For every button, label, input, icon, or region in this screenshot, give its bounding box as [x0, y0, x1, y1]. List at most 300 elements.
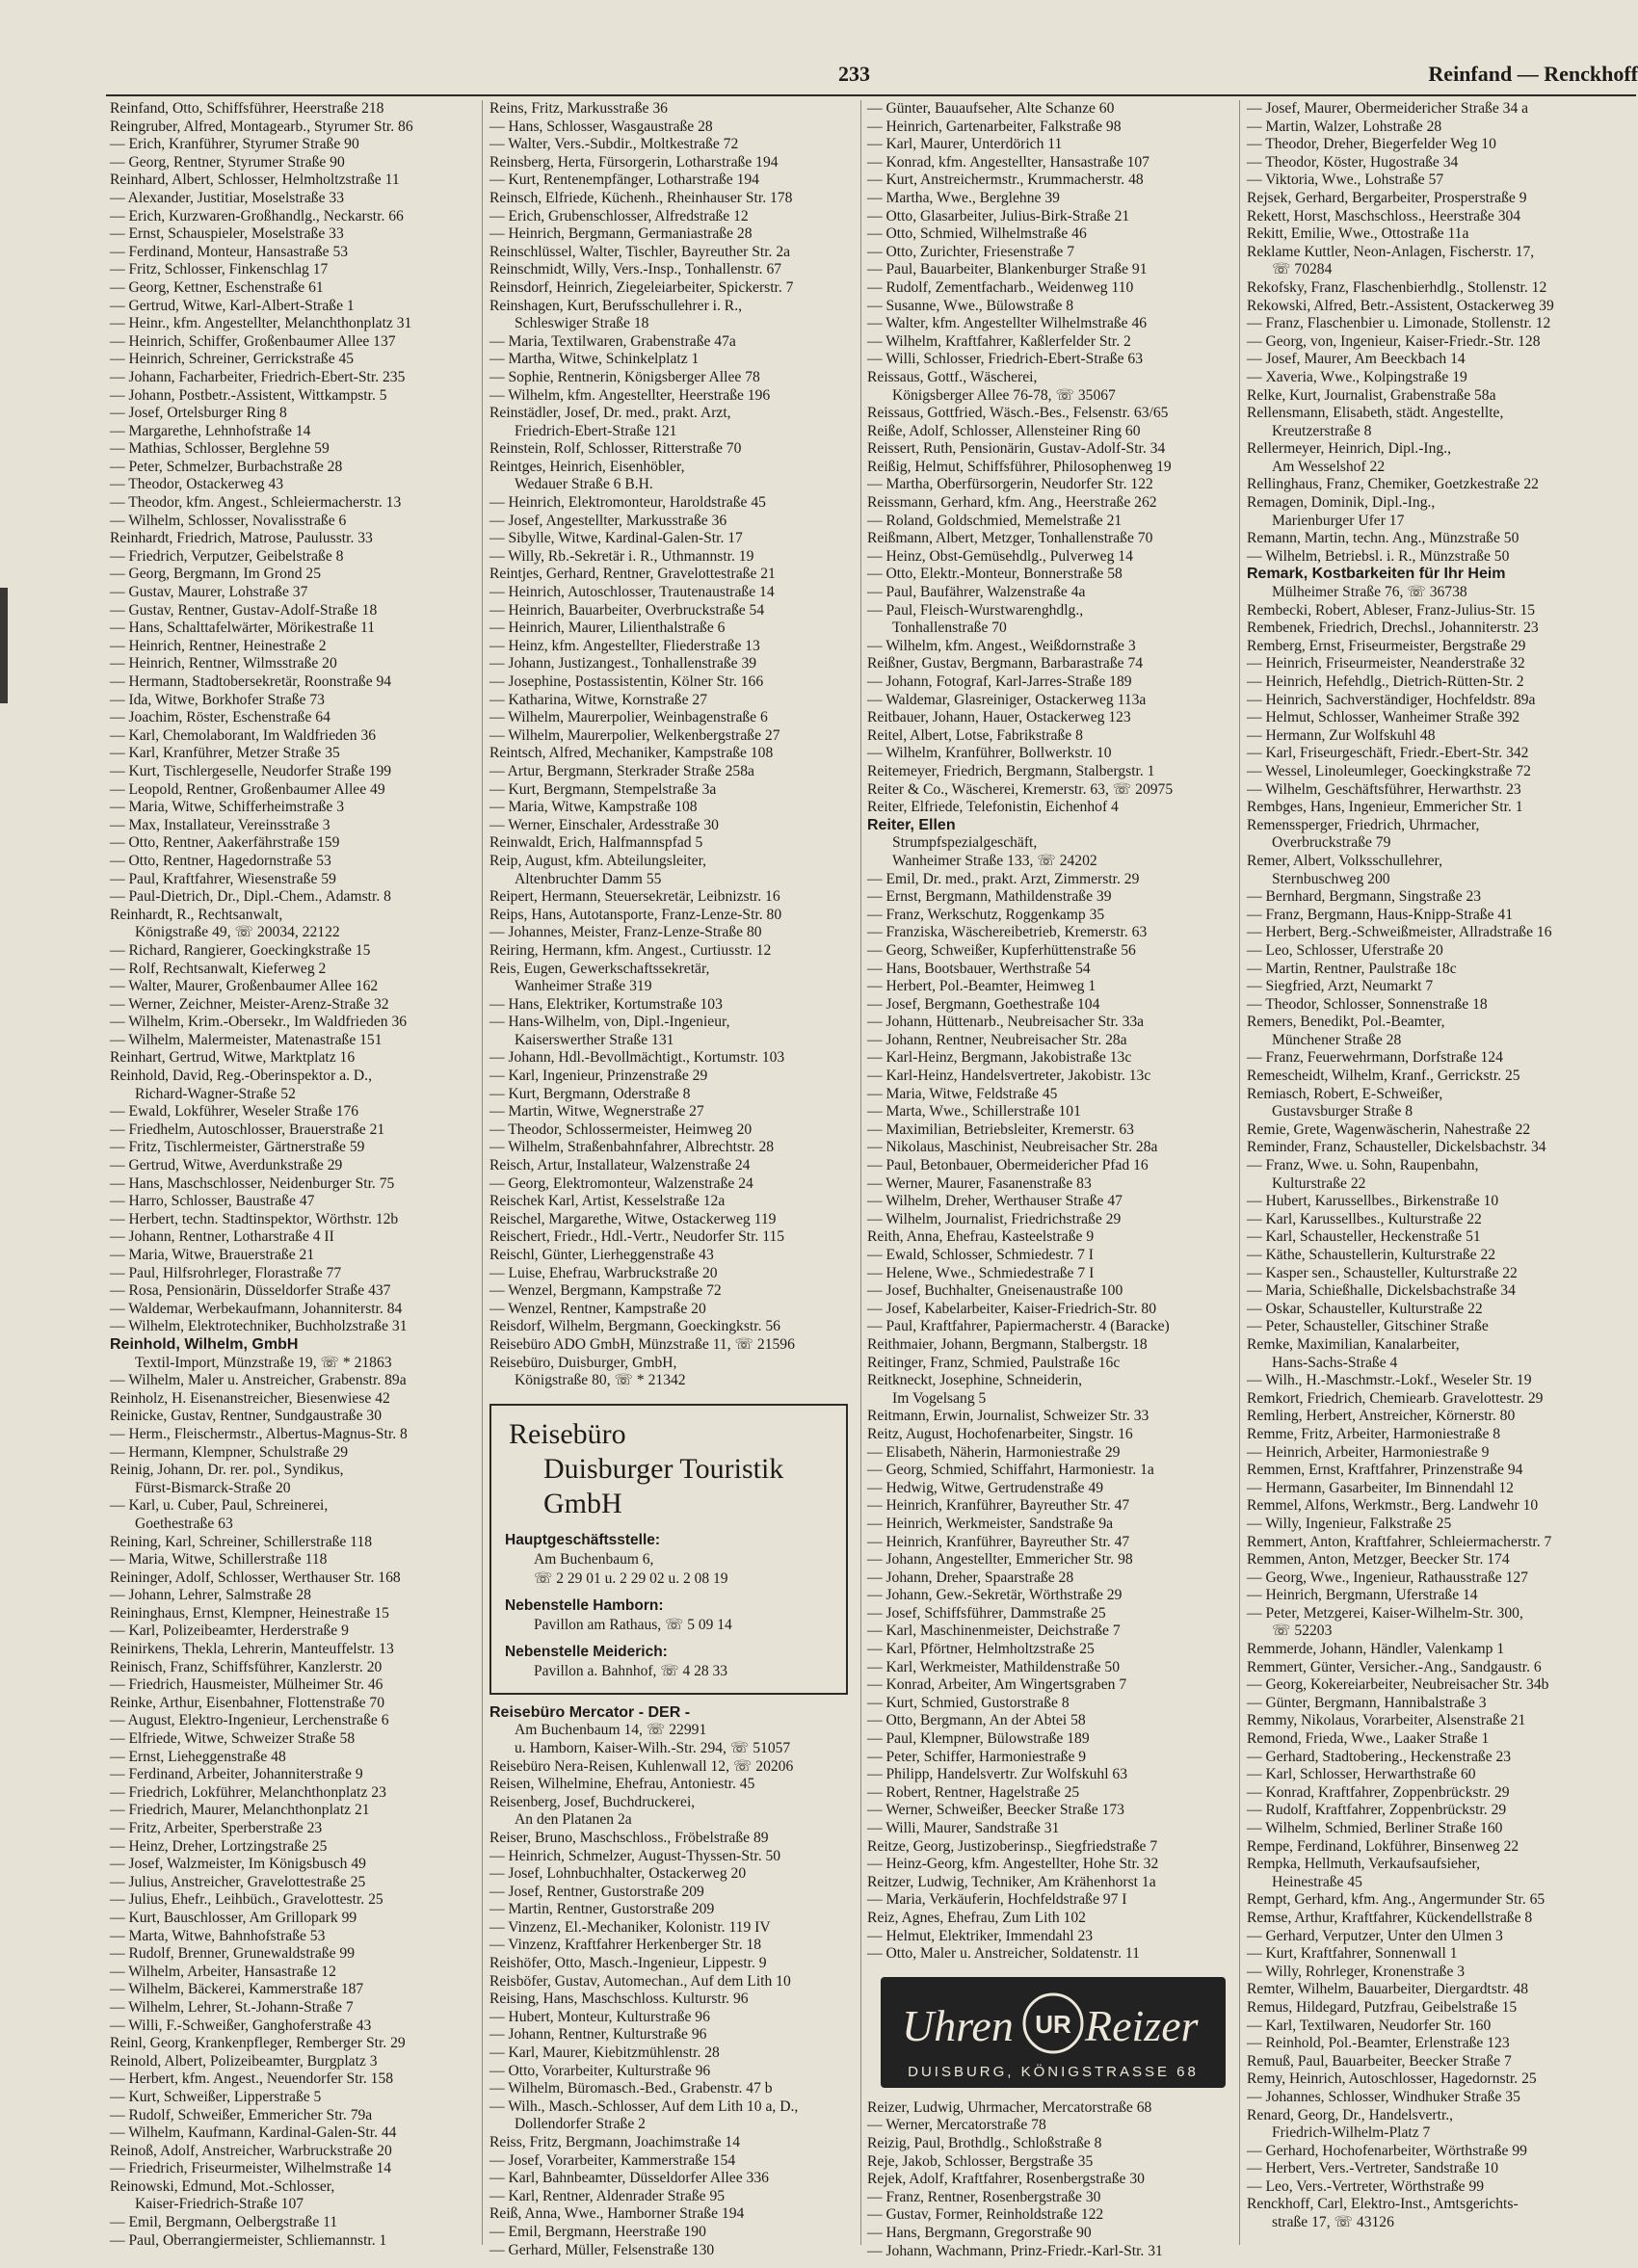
directory-entry-continuation: Altenbruchter Damm 55	[515, 870, 662, 887]
directory-entry-continuation: Wanheimer Straße 133, ☏ 24202	[892, 852, 1097, 869]
directory-entry: Remmy, Nikolaus, Vorarbeiter, Alsenstraße 21	[1247, 1712, 1526, 1729]
directory-entry: — Hermann, Gasarbeiter, Im Binnendahl 12	[1247, 1479, 1514, 1496]
directory-entry: — Ewald, Schlosser, Schmiedestr. 7 I	[867, 1247, 1094, 1263]
page-header	[0, 56, 1638, 96]
directory-entry-continuation: Königstraße 80, ☏ * 21342	[515, 1372, 686, 1389]
directory-entry: — Friedrich, Hausmeister, Mülheimer Str. 46	[110, 1676, 383, 1694]
directory-entry: — Werner, Mercatorstraße 78	[867, 2117, 1046, 2134]
directory-entry: — Josef, Maurer, Obermeidericher Straße 34 a	[1247, 100, 1529, 117]
directory-entry: — Wenzel, Rentner, Kampstraße 20	[489, 1300, 706, 1317]
directory-entry: — Karl, Schausteller, Heckenstraße 51	[1247, 1228, 1481, 1246]
directory-entry: Reiser, Bruno, Maschschloss., Fröbelstraße 89	[489, 1829, 769, 1846]
directory-entry: — Erich, Grubenschlosser, Alfredstraße 12	[489, 207, 749, 224]
directory-entry: — Ernst, Schauspieler, Moselstraße 33	[110, 225, 344, 243]
directory-entry-continuation: Richard-Wagner-Straße 52	[135, 1085, 296, 1102]
directory-entry: — Heinrich, Arbeiter, Harmoniestraße 9	[1247, 1443, 1490, 1461]
directory-entry: Reischek Karl, Artist, Kesselstraße 12a	[489, 1193, 726, 1210]
directory-entry: Remiasch, Robert, E-Schweißer,	[1247, 1085, 1443, 1102]
directory-entry: Remling, Herbert, Anstreicher, Körnerstr. 80	[1247, 1408, 1516, 1425]
directory-entry-continuation: Kaiserswerther Straße 131	[515, 1031, 674, 1048]
directory-entry: Rempt, Gerhard, kfm. Ang., Angermunder Str. 65	[1247, 1891, 1546, 1909]
directory-entry: — Bernhard, Bergmann, Singstraße 23	[1247, 888, 1482, 906]
directory-entry: Reischel, Margarethe, Witwe, Ostackerweg 119	[489, 1210, 777, 1227]
directory-entry: Remond, Frieda, Wwe., Laaker Straße 1	[1247, 1730, 1490, 1748]
directory-entry: — Wilhelm, Geschäftsführer, Herwarthstr. 23	[1247, 780, 1521, 798]
directory-entry: — Franz, Rentner, Rosenbergstraße 30	[867, 2188, 1101, 2205]
directory-entry: Reintsch, Alfred, Mechaniker, Kampstraße 108	[489, 745, 774, 762]
directory-entry-highlighted: Remark, Kostbarkeiten für Ihr Heim	[1247, 566, 1506, 583]
directory-entry: — Käthe, Schaustellerin, Kulturstraße 22	[1247, 1247, 1496, 1263]
directory-entry: Reinstädler, Josef, Dr. med., prakt. Arzt,	[489, 405, 731, 422]
directory-entry: Reinig, Johann, Dr. rer. pol., Syndikus,	[110, 1462, 344, 1479]
directory-entry: — Artur, Bergmann, Sterkrader Straße 258a	[489, 762, 754, 779]
directory-entry: — Karl, Bahnbeamter, Düsseldorfer Allee 336	[489, 2170, 769, 2187]
directory-entry: — Hans, Maschschlosser, Neidenburger Str. 75	[110, 1174, 395, 1192]
directory-entry: — Ewald, Lokführer, Weseler Straße 176	[110, 1103, 359, 1121]
directory-entry: Reinsberg, Herta, Fürsorgerin, Lotharstraße 194	[489, 153, 779, 171]
directory-entry: — Kurt, Bergmann, Oderstraße 8	[489, 1085, 691, 1102]
directory-entry: Rempka, Hellmuth, Verkaufsaufsieher,	[1247, 1856, 1481, 1873]
directory-entry: — Vinzenz, Kraftfahrer Herkenberger Str. 18	[489, 1937, 762, 1954]
directory-entry: — Philipp, Handelsvertr. Zur Wolfskuhl 63	[867, 1766, 1128, 1783]
directory-entry: — Georg, Wwe., Ingenieur, Rathausstraße 127	[1247, 1569, 1528, 1586]
directory-entry: — Willy, Rohrleger, Kronenstraße 3	[1247, 1963, 1466, 1980]
ad-hq-address: Am Buchenbaum 6,	[534, 1550, 654, 1568]
directory-entry: — Karl, Polizeibeamter, Herderstraße 9	[110, 1622, 349, 1640]
directory-entry: Remmen, Ernst, Kraftfahrer, Prinzenstraße 94	[1247, 1462, 1523, 1479]
directory-entry: — Paul, Kraftfahrer, Wiesenstraße 59	[110, 870, 336, 887]
directory-entry-continuation: Sternbuschweg 200	[1272, 870, 1390, 887]
directory-entry: — Oskar, Schausteller, Kulturstraße 22	[1247, 1300, 1483, 1317]
directory-entry-continuation: ☏ 70284	[1272, 261, 1333, 278]
directory-entry: — Maria, Witwe, Schifferheimstraße 3	[110, 799, 345, 816]
directory-entry: Remy, Heinrich, Autoschlosser, Hagedornstr. 25	[1247, 2070, 1537, 2088]
directory-entry: — Karl-Heinz, Bergmann, Jakobistraße 13c	[867, 1049, 1132, 1067]
directory-entry: — Franz, Feuerwehrmann, Dorfstraße 124	[1247, 1049, 1503, 1067]
directory-entry: Reisebüro ADO GmbH, Münzstraße 11, ☏ 21596	[489, 1335, 795, 1353]
directory-entry: — Karl, Maschinenmeister, Deichstraße 7	[867, 1622, 1121, 1640]
directory-entry: — Johann, Postbetr.-Assistent, Wittkampstr. 5	[110, 386, 387, 404]
page-edge-mark	[0, 588, 8, 703]
directory-entry: — Martha, Witwe, Schinkelplatz 1	[489, 351, 700, 368]
directory-entry: — Hermann, Klempner, Schulstraße 29	[110, 1443, 349, 1461]
directory-entry: — Herbert, Vers.-Vertreter, Sandstraße 10	[1247, 2160, 1499, 2177]
directory-entry: — Johann, Hdl.-Bevollmächtigt., Kortumstr. 103	[489, 1049, 785, 1067]
directory-entry: Remberg, Ernst, Friseurmeister, Bergstraße 29	[1247, 637, 1526, 654]
directory-entry: Reitzer, Ludwig, Techniker, Am Krähenhorst 1a	[867, 1873, 1156, 1890]
directory-entry: — Viktoria, Wwe., Lohstraße 57	[1247, 171, 1444, 189]
directory-entry: — Kurt, Bauschlosser, Am Grillopark 99	[110, 1909, 357, 1926]
directory-entry: — Siegfried, Arzt, Neumarkt 7	[1247, 978, 1434, 995]
ad-branch2-label: Nebenstelle Meiderich:	[505, 1643, 668, 1660]
directory-entry: Remer, Albert, Volksschullehrer,	[1247, 852, 1443, 869]
directory-entry: — Hans, Elektriker, Kortumstraße 103	[489, 995, 723, 1013]
directory-entry-highlighted: Reiter, Ellen	[867, 816, 956, 833]
directory-entry: — Georg, Schweißer, Kupferhüttenstraße 56	[867, 941, 1136, 959]
directory-entry: — Heinrich, Elektromonteur, Haroldstraße 45	[489, 494, 766, 512]
directory-entry: Reitel, Albert, Lotse, Fabrikstraße 8	[867, 726, 1083, 744]
directory-entry: Remmert, Günter, Versicher.-Ang., Sandgaustr. 6	[1247, 1658, 1542, 1675]
directory-entry: — Karl, Maurer, Unterdörich 11	[867, 136, 1063, 153]
directory-entry: — Wilhelm, Straßenbahnfahrer, Albrechtstr. 28	[489, 1139, 775, 1156]
directory-entry: — Wilhelm, Malermeister, Matenastraße 151	[110, 1031, 383, 1048]
directory-entry: Rekowski, Alfred, Betr.-Assistent, Ostackerweg 39	[1247, 297, 1554, 314]
directory-entry-continuation: Gustavsburger Straße 8	[1272, 1103, 1413, 1121]
directory-entry: — Otto, Rentner, Hagedornstraße 53	[110, 852, 331, 869]
directory-entry: — Otto, Elektr.-Monteur, Bonnerstraße 58	[867, 566, 1123, 583]
directory-entry: — Josef, Bergmann, Goethestraße 104	[867, 995, 1100, 1013]
directory-entry: — Franz, Wwe. u. Sohn, Raupenbahn,	[1247, 1157, 1479, 1174]
directory-entry: Reinfand, Otto, Schiffsführer, Heerstraße 218	[110, 100, 384, 117]
directory-entry: — Ernst, Bergmann, Mathildenstraße 39	[867, 888, 1112, 906]
directory-entry: — Friedrich, Verputzer, Geibelstraße 8	[110, 547, 344, 565]
directory-entry: — Luise, Ehefrau, Warbruckstraße 20	[489, 1264, 718, 1281]
directory-entry: — Hermann, Zur Wolfskuhl 48	[1247, 726, 1436, 744]
directory-entry: — Heinrich, Kranführer, Bayreuther Str. 47	[867, 1533, 1130, 1550]
directory-entry: — Josef, Kabelarbeiter, Kaiser-Friedrich-Str. 80	[867, 1300, 1157, 1317]
directory-entry: — Kurt, Anstreichermstr., Krummacherstr. 48	[867, 171, 1144, 189]
directory-entry: — Walter, kfm. Angestellter Wilhelmstraße 46	[867, 315, 1148, 332]
column-divider	[1239, 100, 1240, 2245]
directory-entry: — Kurt, Schmied, Gustorstraße 8	[867, 1694, 1070, 1711]
directory-entry: — Georg, Bergmann, Im Grond 25	[110, 566, 322, 583]
uhren-reizer-logo	[892, 1987, 1214, 2062]
directory-entry: — Rudolf, Kraftfahrer, Zoppenbrückstr. 29	[1247, 1802, 1507, 1819]
directory-entry: — Richard, Rangierer, Goeckingkstraße 15	[110, 941, 371, 959]
directory-entry: — Johann, Fotograf, Karl-Jarres-Straße 189	[867, 673, 1132, 690]
directory-entry-continuation: Wanheimer Straße 319	[515, 978, 652, 995]
directory-entry: — Julius, Ehefr., Leihbüch., Gravelottestr. 25	[110, 1891, 383, 1909]
directory-entry-continuation: Hans-Sachs-Straße 4	[1272, 1354, 1398, 1371]
directory-entry: — Hans-Wilhelm, von, Dipl.-Ingenieur,	[489, 1014, 730, 1031]
directory-entry: — Hans, Bootsbauer, Werthstraße 54	[867, 960, 1091, 977]
directory-entry: — Karl, Chemolaborant, Im Waldfrieden 36	[110, 726, 377, 744]
directory-entry: Rekofsky, Franz, Flaschenbierhdlg., Stollenstr. 12	[1247, 278, 1547, 296]
directory-entry: — Heinz-Georg, kfm. Angestellter, Hohe Str. 32	[867, 1856, 1159, 1873]
directory-entry: Reinschlüssel, Walter, Tischler, Bayreuther Str. 2a	[489, 243, 791, 260]
directory-entry: Reinowski, Edmund, Mot.-Schlosser,	[110, 2177, 335, 2195]
ad-title-line2: Duisburger Touristik	[543, 1452, 784, 1485]
directory-entry: — Heinrich, Gartenarbeiter, Falkstraße 98	[867, 118, 1122, 135]
directory-entry-continuation: Marienburger Ufer 17	[1272, 512, 1405, 529]
directory-entry: — Otto, Vorarbeiter, Kulturstraße 96	[489, 2062, 711, 2079]
directory-entry-highlighted: Reisebüro Mercator - DER -	[489, 1703, 691, 1721]
directory-entry: Reininghaus, Ernst, Klempner, Heinestraße 15	[110, 1604, 389, 1622]
directory-entry: — Werner, Zeichner, Meister-Arenz-Straße 32	[110, 995, 389, 1013]
directory-entry: Reitz, August, Hochofenarbeiter, Singstr. 16	[867, 1425, 1133, 1442]
directory-entry: — Kasper sen., Schausteller, Kulturstraße 22	[1247, 1264, 1518, 1281]
directory-entry: — Paul, Bauarbeiter, Blankenburger Straße 91	[867, 261, 1148, 278]
directory-entry: — Johann, Justizangest., Tonhallenstraße 39	[489, 655, 757, 672]
directory-entry: — Walter, Vers.-Subdir., Moltkestraße 72	[489, 136, 739, 153]
directory-entry: Reip, August, kfm. Abteilungsleiter,	[489, 852, 707, 869]
page-range: Reinfand — Renckhoff	[1428, 62, 1638, 86]
directory-entry: — Emil, Bergmann, Oelbergstraße 11	[110, 2214, 338, 2231]
directory-entry: — Hubert, Karussellbes., Birkenstraße 10	[1247, 1193, 1499, 1210]
column-divider	[860, 100, 861, 2245]
directory-entry: — Martha, Oberfürsorgerin, Neudorfer Str. 122	[867, 476, 1153, 493]
directory-entry: Reining, Karl, Schreiner, Schillerstraße 118	[110, 1533, 373, 1550]
directory-entry: — Maria, Textilwaren, Grabenstraße 47a	[489, 332, 736, 350]
directory-entry: — Heinrich, Schmelzer, August-Thyssen-Str. 50	[489, 1847, 781, 1864]
directory-entry: — Fritz, Tischlermeister, Gärtnerstraße 59	[110, 1139, 365, 1156]
directory-entry: — Friedhelm, Autoschlosser, Brauerstraße 21	[110, 1121, 385, 1138]
directory-entry-continuation: Tonhallenstraße 70	[892, 620, 1007, 637]
directory-entry: Reisen, Wilhelmine, Ehefrau, Antoniestr. 45	[489, 1776, 755, 1793]
directory-entry: Remme, Fritz, Arbeiter, Harmoniestraße 8	[1247, 1425, 1501, 1442]
directory-entry: — Maria, Schießhalle, Dickelsbachstraße 34	[1247, 1282, 1516, 1300]
directory-entry: Reips, Hans, Autotansporte, Franz-Lenze-Str. 80	[489, 906, 782, 923]
ad-hq-phones: ☏ 2 29 01 u. 2 29 02 u. 2 08 19	[534, 1569, 728, 1587]
directory-entry: — Otto, Bergmann, An der Abtei 58	[867, 1712, 1086, 1729]
directory-entry: Reinhardt, R., Rechtsanwalt,	[110, 906, 283, 923]
directory-entry: — Josef, Buchhalter, Gneisenaustraße 100	[867, 1282, 1123, 1300]
directory-entry-continuation: Friedrich-Wilhelm-Platz 7	[1272, 2124, 1431, 2142]
directory-entry: — Heinr., kfm. Angestellter, Melanchthonplatz 31	[110, 315, 412, 332]
directory-entry: — Herm., Fleischermstr., Albertus-Magnus-Str. 8	[110, 1425, 408, 1442]
directory-entry: Reminder, Franz, Schausteller, Dickelsbachstr. 34	[1247, 1139, 1546, 1156]
directory-entry: — Theodor, Schlosser, Sonnenstraße 18	[1247, 995, 1488, 1013]
directory-entry: — Wilhelm, Dreher, Werthauser Straße 47	[867, 1193, 1123, 1210]
directory-entry-continuation: Münchener Straße 28	[1272, 1031, 1402, 1048]
ad-branch1-address: Pavillon am Rathaus, ☏ 5 09 14	[534, 1616, 732, 1633]
directory-entry: — Emil, Bergmann, Heerstraße 190	[489, 2223, 706, 2240]
directory-entry: — Karl, Rentner, Aldenrader Straße 95	[489, 2187, 726, 2204]
directory-entry: — Herbert, Pol.-Beamter, Heimweg 1	[867, 978, 1096, 995]
directory-entry: — Franz, Werkschutz, Roggenkamp 35	[867, 906, 1105, 923]
directory-entry: — Josef, Lohnbuchhalter, Ostackerweg 20	[489, 1865, 747, 1883]
directory-entry: — Kurt, Rentenempfänger, Lotharstraße 194	[489, 171, 759, 189]
directory-entry: — Karl, u. Cuber, Paul, Schreinerei,	[110, 1497, 329, 1515]
uhren-reizer-advertisement	[881, 1977, 1226, 2088]
directory-entry: — Johann, Angestellter, Emmericher Str. 98	[867, 1551, 1133, 1569]
directory-entry: — Heinrich, Hefehdlg., Dietrich-Rütten-Str. 2	[1247, 673, 1524, 690]
directory-entry: Remmerde, Johann, Händler, Valenkamp 1	[1247, 1641, 1505, 1658]
directory-entry: — Wenzel, Bergmann, Kampstraße 72	[489, 1282, 722, 1300]
directory-entry: — Elisabeth, Näherin, Harmoniestraße 29	[867, 1443, 1121, 1461]
directory-entry: — Konrad, Kraftfahrer, Zoppenbrückstr. 29	[1247, 1783, 1510, 1801]
directory-entry: — Johann, Facharbeiter, Friedrich-Ebert-Str. 235	[110, 368, 406, 385]
directory-entry: — Max, Installateur, Vereinsstraße 3	[110, 816, 330, 833]
directory-entry: — Joachim, Röster, Eschenstraße 64	[110, 709, 330, 726]
directory-entry: — Wilhelm, Kraftfahrer, Kaßlerfelder Str. 2	[867, 332, 1131, 350]
directory-entry-continuation: Goethestraße 63	[135, 1515, 233, 1532]
directory-entry: — Wessel, Linoleumleger, Goeckingkstraße 72	[1247, 762, 1531, 779]
directory-entry: — Otto, Glasarbeiter, Julius-Birk-Straße 21	[867, 207, 1130, 224]
directory-entry: — Wilhelm, Bäckerei, Kammerstraße 187	[110, 1981, 364, 1998]
directory-entry: — Wilhelm, Krim.-Obersekr., Im Waldfrieden 36	[110, 1014, 408, 1031]
directory-entry: — Rudolf, Schweißer, Emmericher Str. 79a	[110, 2106, 373, 2123]
directory-entry: — Waldemar, Glasreiniger, Ostackerweg 113a	[867, 691, 1147, 708]
directory-entry: — August, Elektro-Ingenieur, Lerchenstraße 6	[110, 1712, 389, 1729]
directory-entry: — Karl, Textilwaren, Neudorfer Str. 160	[1247, 2017, 1492, 2034]
directory-entry: Remkort, Friedrich, Chemiearb. Gravelottestr. 29	[1247, 1389, 1544, 1407]
directory-entry: — Johannes, Schlosser, Windhuker Straße 35	[1247, 2088, 1520, 2105]
directory-entry: — Ferdinand, Arbeiter, Johanniterstraße 9	[110, 1766, 363, 1783]
directory-entry: Reinisch, Franz, Schiffsführer, Kanzlerstr. 20	[110, 1658, 383, 1675]
directory-entry: — Werner, Einschaler, Ardesstraße 30	[489, 816, 719, 833]
directory-entry: Rejsek, Gerhard, Bergarbeiter, Prosperstraße 9	[1247, 189, 1527, 206]
directory-entry: — Wilhelm, Schmied, Berliner Straße 160	[1247, 1820, 1503, 1836]
directory-entry: — Willy, Ingenieur, Falkstraße 25	[1247, 1515, 1452, 1532]
directory-entry: — Sibylle, Witwe, Kardinal-Galen-Str. 17	[489, 530, 743, 547]
directory-entry: — Franziska, Wäschereibetrieb, Kremerstr. 63	[867, 924, 1148, 941]
ad-hq-label: Hauptgeschäftsstelle:	[505, 1531, 661, 1548]
directory-entry: Reinsch, Elfriede, Küchenh., Rheinhauser Str. 178	[489, 189, 793, 206]
directory-entry: — Leo, Vers.-Vertreter, Wörthstraße 99	[1247, 2177, 1485, 2195]
directory-entry: — Konrad, Arbeiter, Am Wingertsgraben 7	[867, 1676, 1127, 1694]
reisebuero-advertisement	[489, 1404, 848, 1695]
directory-entry: — Johann, Wachmann, Prinz-Friedr.-Karl-Str. 31	[867, 2242, 1163, 2259]
directory-entry: — Georg, Kokereiarbeiter, Neubreisacher Str. 34b	[1247, 1676, 1549, 1694]
directory-entry: — Rolf, Rechtsanwalt, Kieferweg 2	[110, 960, 327, 977]
directory-entry: Reklame Kuttler, Neon-Anlagen, Fischerstr. 17,	[1247, 243, 1535, 260]
directory-entry: Reinhard, Albert, Schlosser, Helmholtzstraße 11	[110, 171, 400, 189]
directory-entry-continuation: straße 17, ☏ 43126	[1272, 2214, 1394, 2231]
directory-entry: — Friedrich, Lokführer, Melanchthonplatz 23	[110, 1783, 386, 1801]
directory-entry: — Josef, Walzmeister, Im Königsbusch 49	[110, 1856, 366, 1873]
directory-entry: — Werner, Maurer, Fasanenstraße 83	[867, 1174, 1092, 1192]
directory-entry: — Heinz, kfm. Angestellter, Fliederstraße 13	[489, 637, 760, 654]
directory-entry: — Paul, Oberrangiermeister, Schliemannstr. 1	[110, 2231, 387, 2249]
directory-entry: — Gertrud, Witwe, Karl-Albert-Straße 1	[110, 297, 355, 314]
directory-entry: — Josef, Schiffsführer, Dammstraße 25	[867, 1604, 1106, 1622]
directory-entry: Reintjes, Gerhard, Rentner, Gravelottestraße 21	[489, 566, 776, 583]
directory-entry: — Hans, Schlosser, Wasgaustraße 28	[489, 118, 713, 135]
directory-entry: — Wilh., H.-Maschmstr.-Lokf., Weseler Str. 19	[1247, 1372, 1532, 1389]
directory-entry: — Elfriede, Witwe, Schweizer Straße 58	[110, 1730, 356, 1748]
directory-entry: Reiter & Co., Wäscherei, Kremerstr. 63, ☏ 20975	[867, 780, 1174, 798]
directory-entry: Reinholz, H. Eisenanstreicher, Biesenwiese 42	[110, 1389, 390, 1407]
directory-entry: — Johann, Dreher, Spaarstraße 28	[867, 1569, 1074, 1586]
directory-entry: Reinoß, Adolf, Anstreicher, Warbruckstraße 20	[110, 2142, 392, 2159]
directory-entry: — Walter, Maurer, Großenbaumer Allee 162	[110, 978, 379, 995]
directory-entry: Remter, Wilhelm, Bauarbeiter, Diergardtstr. 48	[1247, 1981, 1529, 1998]
directory-entry: — Erich, Kranführer, Styrumer Straße 90	[110, 136, 359, 153]
directory-entry: Rellinghaus, Franz, Chemiker, Goetzkestraße 22	[1247, 476, 1539, 493]
directory-entry: Reisch, Artur, Installateur, Walzenstraße 24	[489, 1157, 751, 1174]
ad-title-line1: Reisebüro	[509, 1417, 626, 1450]
directory-entry: — Hans, Bergmann, Gregorstraße 90	[867, 2224, 1092, 2241]
directory-entry: — Josef, Angestellter, Markusstraße 36	[489, 512, 727, 529]
directory-entry: — Wilhelm, Maurerpolier, Weinbagenstraße 6	[489, 709, 768, 726]
directory-entry: — Nikolaus, Maschinist, Neubreisacher Str. 28a	[867, 1139, 1158, 1156]
directory-entry: Reiße, Adolf, Schlosser, Allensteiner Ring 60	[867, 422, 1141, 439]
directory-entry: Reiß, Anna, Wwe., Hamborner Straße 194	[489, 2205, 745, 2223]
directory-entry: — Helmut, Elektriker, Immendahl 23	[867, 1927, 1094, 1944]
directory-entry: — Gertrud, Witwe, Averdunkstraße 29	[110, 1157, 343, 1174]
directory-entry: — Franz, Flaschenbier u. Limonade, Stollenstr. 12	[1247, 315, 1551, 332]
directory-entry-continuation: Heinestraße 45	[1272, 1873, 1362, 1890]
directory-entry: — Peter, Metzgerei, Kaiser-Wilhelm-Str. 300,	[1247, 1604, 1523, 1622]
directory-entry: — Xaveria, Wwe., Kolpingstraße 19	[1247, 368, 1467, 385]
directory-entry: — Heinrich, Schreiner, Gerrickstraße 45	[110, 351, 355, 368]
directory-entry: — Herbert, kfm. Angest., Neuendorfer Str. 158	[110, 2070, 394, 2088]
directory-entry: Reinirkens, Thekla, Lehrerin, Manteuffelstr. 13	[110, 1641, 394, 1658]
directory-entry: Reissmann, Gerhard, kfm. Ang., Heerstraße 262	[867, 494, 1157, 512]
directory-entry: — Kurt, Tischlergeselle, Neudorfer Straße 199	[110, 762, 392, 779]
directory-entry: — Helmut, Schlosser, Wanheimer Straße 392	[1247, 709, 1520, 726]
directory-entry: — Wilhelm, Maler u. Anstreicher, Grabenstr. 89a	[110, 1372, 407, 1389]
directory-entry: Reizig, Paul, Brothdlg., Schloßstraße 8	[867, 2134, 1102, 2151]
directory-entry-continuation: u. Hamborn, Kaiser-Wilh.-Str. 294, ☏ 51057	[515, 1739, 791, 1756]
directory-entry: — Willi, Schlosser, Friedrich-Ebert-Straße 63	[867, 351, 1144, 368]
directory-entry: — Wilhelm, kfm. Angestellter, Heerstraße 196	[489, 386, 771, 404]
directory-entry: Remmert, Anton, Kraftfahrer, Schleiermacherstr. 7	[1247, 1533, 1552, 1550]
directory-entry: Reising, Hans, Maschschloss. Kulturstr. 96	[489, 1991, 749, 2008]
directory-entry: — Willy, Rb.-Sekretär i. R., Uthmannstr. 19	[489, 547, 754, 565]
directory-entry: — Josef, Ortelsburger Ring 8	[110, 405, 287, 422]
directory-entry: — Georg, Elektromonteur, Walzenstraße 24	[489, 1174, 753, 1192]
directory-entry: — Johann, Rentner, Kulturstraße 96	[489, 2026, 707, 2044]
directory-entry: — Maria, Witwe, Schillerstraße 118	[110, 1551, 328, 1569]
directory-entry: Reischl, Günter, Lierheggenstraße 43	[489, 1247, 714, 1263]
directory-entry: Reisdorf, Wilhelm, Bergmann, Goeckingkstr. 56	[489, 1318, 780, 1335]
directory-entry: — Friedrich, Friseurmeister, Wilhelmstraße 14	[110, 2160, 392, 2177]
directory-entry: — Maria, Verkäuferin, Hochfeldstraße 97 I	[867, 1891, 1127, 1909]
directory-entry: — Willi, F.-Schweißer, Ganghoferstraße 43	[110, 2017, 372, 2034]
directory-entry: — Fritz, Schlosser, Finkenschlag 17	[110, 261, 329, 278]
directory-entry: — Paul, Betonbauer, Obermeidericher Pfad 16	[867, 1157, 1149, 1174]
directory-entry: Reith, Anna, Ehefrau, Kasteelstraße 9	[867, 1228, 1095, 1246]
directory-entry: — Heinrich, Bauarbeiter, Overbruckstraße 54	[489, 601, 765, 619]
directory-entry: Reitbauer, Johann, Hauer, Ostackerweg 123	[867, 709, 1131, 726]
ad-word-right: Reizer	[1085, 2000, 1199, 2050]
directory-entry: Reiz, Agnes, Ehefrau, Zum Lith 102	[867, 1909, 1086, 1926]
directory-entry: — Vinzenz, El.-Mechaniker, Kolonistr. 119 IV	[489, 1918, 771, 1936]
directory-entry: — Johann, Lehrer, Salmstraße 28	[110, 1587, 311, 1604]
directory-entry: Reizer, Ludwig, Uhrmacher, Mercatorstraße 68	[867, 2098, 1152, 2116]
directory-entry: — Kurt, Kraftfahrer, Sonnenwall 1	[1247, 1945, 1458, 1963]
directory-entry: — Gustav, Rentner, Gustav-Adolf-Straße 18	[110, 601, 378, 619]
directory-entry: — Heinrich, Schiffer, Großenbaumer Allee 137	[110, 332, 396, 350]
directory-entry: Reinstein, Rolf, Schlosser, Ritterstraße 70	[489, 440, 742, 458]
directory-entry: — Hedwig, Witwe, Gertrudenstraße 49	[867, 1479, 1104, 1496]
directory-entry: Remmen, Anton, Metzger, Beecker Str. 174	[1247, 1551, 1510, 1569]
directory-entry: — Marta, Witwe, Bahnhofstraße 53	[110, 1927, 326, 1944]
ad-monogram: UR	[1035, 2009, 1071, 2039]
directory-entry: — Alexander, Justitiar, Moselstraße 33	[110, 189, 345, 206]
directory-entry: — Wilhelm, Lehrer, St.-Johann-Straße 7	[110, 1998, 354, 2016]
directory-entry: Reinhardt, Friedrich, Matrose, Paulusstr. 33	[110, 530, 373, 547]
directory-entry-continuation: ☏ 52203	[1272, 1622, 1333, 1640]
directory-entry: Reiss, Fritz, Bergmann, Joachimstraße 14	[489, 2134, 740, 2150]
directory-entry: — Susanne, Wwe., Bülowstraße 8	[867, 297, 1074, 314]
directory-entry: — Karl, Ingenieur, Prinzenstraße 29	[489, 1068, 708, 1085]
directory-entry: — Paul-Dietrich, Dr., Dipl.-Chem., Adamstr. 8	[110, 888, 391, 906]
directory-entry: — Johann, Hüttenarb., Neubreisacher Str. 33a	[867, 1014, 1145, 1031]
directory-entry: — Hermann, Stadtobersekretär, Roonstraße 94	[110, 673, 392, 690]
directory-entry: — Roland, Goldschmied, Memelstraße 21	[867, 512, 1123, 529]
directory-entry: — Wilhelm, Schlosser, Novalisstraße 6	[110, 512, 347, 529]
directory-entry: — Wilhelm, Kranführer, Bollwerkstr. 10	[867, 745, 1112, 762]
directory-entry: — Gustav, Former, Reinholdstraße 122	[867, 2206, 1104, 2224]
directory-entry: — Wilhelm, kfm. Angest., Weißdornstraße 3	[867, 637, 1136, 654]
column-divider	[482, 100, 483, 2245]
directory-entry: — Fritz, Arbeiter, Sperberstraße 23	[110, 1820, 323, 1836]
directory-entry: — Martin, Rentner, Gustorstraße 209	[489, 1901, 715, 1918]
directory-entry: Reitze, Georg, Justizoberinsp., Siegfriedstraße 7	[867, 1837, 1158, 1855]
directory-entry: — Theodor, Köster, Hugostraße 34	[1247, 153, 1459, 171]
directory-entry: Remie, Grete, Wagenwäscherin, Nahestraße 22	[1247, 1121, 1531, 1138]
directory-entry: — Theodor, Dreher, Biegerfelder Weg 10	[1247, 136, 1496, 153]
directory-entry: — Wilhelm, Maurerpolier, Welkenbergstraße 27	[489, 726, 780, 744]
directory-entry: — Erich, Kurzwaren-Großhandlg., Neckarstr. 66	[110, 207, 404, 224]
directory-entry: Reinsdorf, Heinrich, Ziegeleiarbeiter, Spickerstr. 7	[489, 278, 794, 296]
directory-entry: — Heinz, Obst-Gemüsehdlg., Pulverweg 14	[867, 547, 1133, 565]
directory-entry: — Johann, Gew.-Sekretär, Wörthstraße 29	[867, 1587, 1123, 1604]
directory-entry: Reisenberg, Josef, Buchdruckerei,	[489, 1793, 696, 1810]
